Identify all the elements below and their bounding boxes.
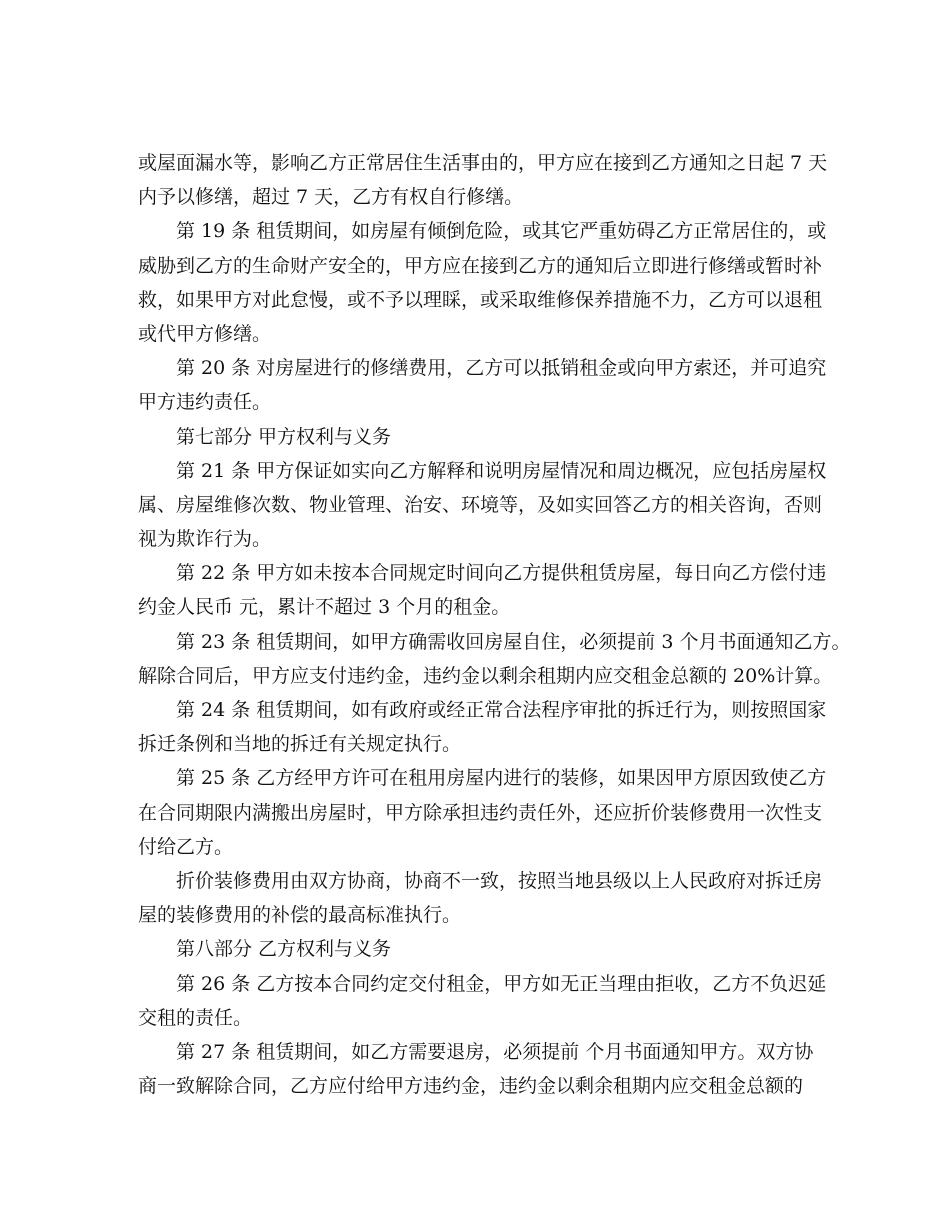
text-line: 解除合同后，甲方应支付违约金，违约金以剩余租期内应交租金总额的 20%计算。 (138, 664, 833, 687)
text-line: 第 24 条 租赁期间，如有政府或经正常合法程序审批的拆迁行为，则按照国家 (176, 699, 827, 721)
text-line: 视为欺诈行为。 (138, 528, 272, 551)
text-line: 第 23 条 租赁期间，如甲方确需收回房屋自住，必须提前 3 个月书面通知乙方。 (176, 630, 851, 653)
text-line: 折价装修费用由双方协商，协商不一致，按照当地县级以上人民政府对拆迁房 (176, 869, 823, 892)
text-line: 第 27 条 租赁期间，如乙方需要退房，必须提前 个月书面通知甲方。双方协 (176, 1040, 814, 1063)
text-line: 第 20 条 对房屋进行的修缮费用，乙方可以抵销租金或向甲方索还，并可追究 (176, 357, 827, 380)
text-line: 救，如果甲方对此怠慢，或不予以理睬，或采取维修保养措施不力，乙方可以退租 (138, 288, 823, 311)
text-line: 拆迁条例和当地的拆迁有关规定执行。 (138, 733, 462, 756)
text-line: 威胁到乙方的生命财产安全的，甲方应在接到乙方的通知后立即进行修缮或暂时补 (138, 254, 823, 277)
text-line: 第 22 条 甲方如未按本合同规定时间向乙方提供租赁房屋，每日向乙方偿付违 (176, 562, 827, 585)
text-line: 第 21 条 甲方保证如实向乙方解释和说明房屋情况和周边概况，应包括房屋权 (176, 459, 827, 482)
text-line: 约金人民币 元，累计不超过 3 个月的租金。 (138, 596, 511, 619)
text-line: 第八部分 乙方权利与义务 (176, 938, 392, 961)
text-line: 第 19 条 租赁期间，如房屋有倾倒危险，或其它严重妨碍乙方正常居住的，或 (176, 220, 827, 243)
text-line: 交租的责任。 (138, 1006, 253, 1029)
text-line: 属、房屋维修次数、物业管理、治安、环境等，及如实回答乙方的相关咨询，否则 (138, 493, 823, 516)
document-body (138, 146, 851, 1103)
text-line: 付给乙方。 (138, 835, 234, 858)
text-line: 或屋面漏水等，影响乙方正常居住生活事由的，甲方应在接到乙方通知之日起 7 天 (138, 152, 828, 174)
text-line: 第 26 条 乙方按本合同约定交付租金，甲方如无正当理由拒收，乙方不负迟延 (176, 972, 827, 995)
text-line: 第 25 条 乙方经甲方许可在租用房屋内进行的装修，如果因甲方原因致使乙方 (176, 767, 827, 790)
text-line: 第七部分 甲方权利与义务 (176, 425, 392, 448)
text-line: 在合同期限内满搬出房屋时，甲方除承担违约责任外，还应折价装修费用一次性支 (138, 801, 823, 824)
text-line: 或代甲方修缮。 (138, 322, 272, 345)
text-line: 商一致解除合同，乙方应付给甲方违约金，违约金以剩余租期内应交租金总额的 (138, 1075, 804, 1098)
text-line: 甲方违约责任。 (138, 391, 272, 414)
text-line: 内予以修缮，超过 7 天，乙方有权自行修缮。 (138, 186, 524, 209)
text-line: 屋的装修费用的补偿的最高标准执行。 (138, 904, 462, 927)
